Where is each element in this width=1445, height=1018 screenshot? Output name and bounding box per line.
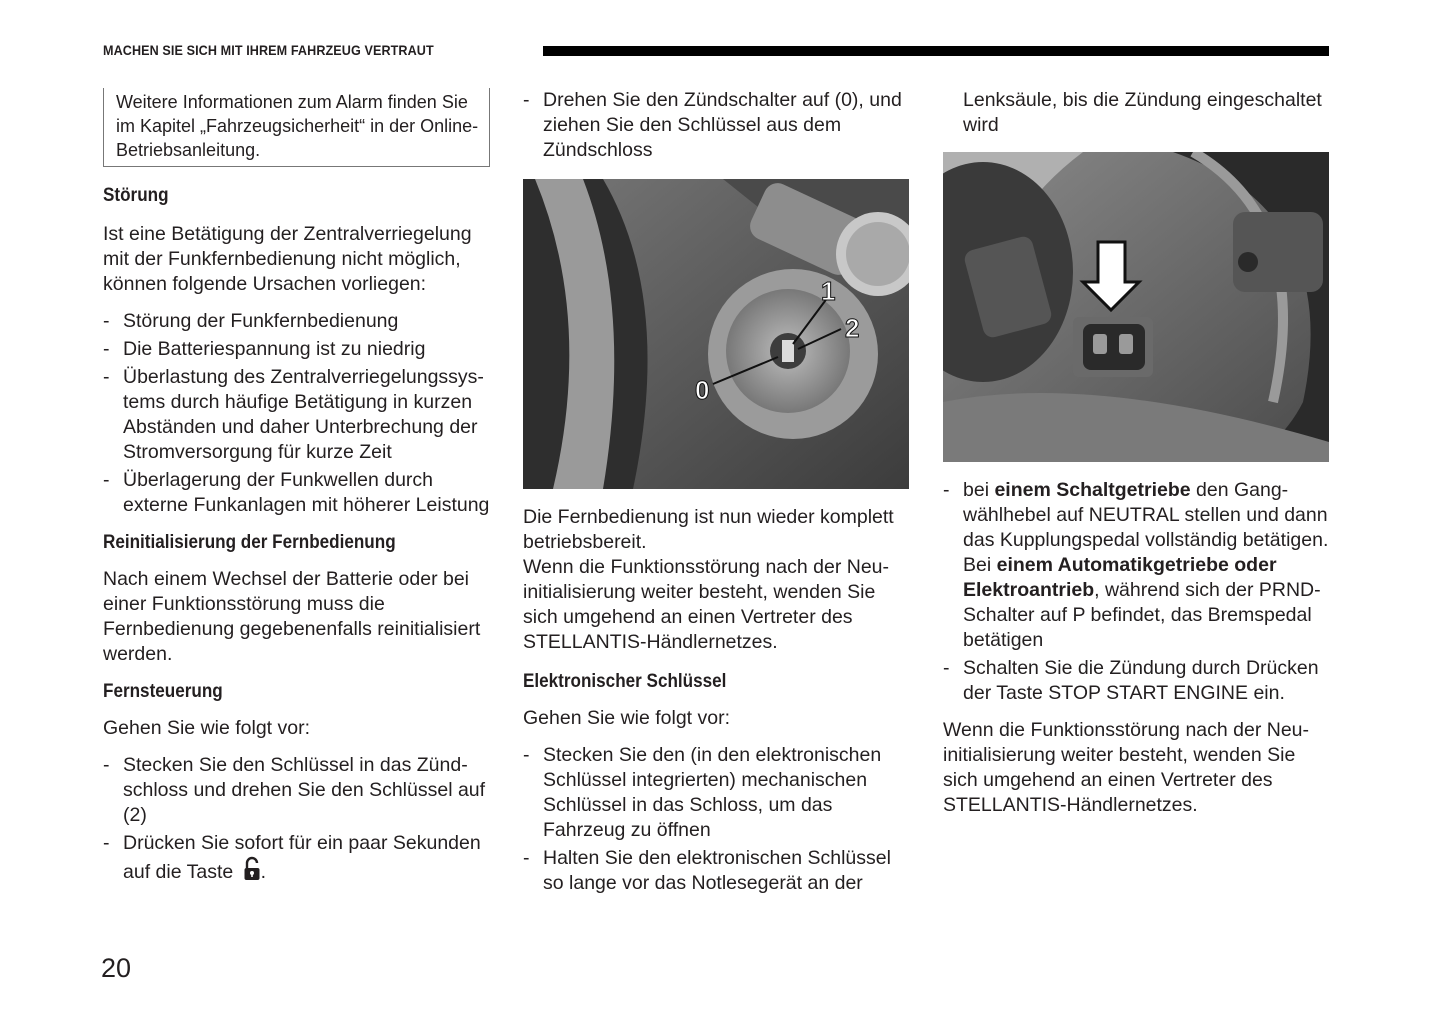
list-item: - Die Batteriespannung ist zu niedrig [103,338,426,360]
section-title-reinit: Reinitialisierung der Fernbedienung [103,532,396,553]
page-number: 20 [101,953,132,983]
stoerung-intro: Ist eine Betätigung der Zentralverriegelung mit der Funkfernbedienung nicht möglich, können folgende Ursachen vorliegen: [103,223,472,295]
after-figure-text: Die Fernbedienung ist nun wieder komplett betriebsbereit. [523,506,894,553]
list-item: - Stecken Sie den (in den elektronischen Schlüssel integrierten) mechanischen Schlüssel in das Schloss, um das Fahrzeug zu öffnen [523,744,882,841]
ekey-intro: Gehen Sie wie folgt vor: [523,707,731,729]
list-item: - Überlastung des Zentralverriegelungssys-tems durch häufige Betätigung in kurzen Abständen und daher Unterbrechung der Stromversorgung für kurze Zeit [103,366,484,463]
column-middle [523,88,915,896]
info-note-box [103,88,490,167]
emergency-reader-figure [943,152,1329,462]
reinit-text: Nach einem Wechsel der Batterie oder bei einer Funktionsstörung muss die Fernbedienung gegebenenfalls reinitialisiert werden. [103,568,481,665]
step-cont-list [523,88,915,163]
continued-text: Lenksäule, bis die Zündung eingeschaltet wird [963,89,1322,136]
figure-label-0: 0 [695,375,710,405]
list-item: - Drücken Sie sofort für ein paar Sekunden auf die Taste . [103,831,495,889]
column-right [943,88,1335,818]
running-header: MACHEN SIE SICH MIT IHREM FAHRZEUG VERTRAUT [103,42,434,58]
list-item: - Überlagerung der Funkwellen durch externe Funkanlagen mit höherer Leistung [103,469,490,516]
persist-text: Wenn die Funktionsstörung nach der Neu-initialisierung weiter besteht, wenden Sie sich umgehend an einen Vertreter des STELLANTIS-Händlernetzes. [943,719,1310,816]
list-item: - bei einem Schaltgetriebe den Gang-wählhebel auf NEUTRAL stellen und dann das Kupplungspedal vollständig betätigen. Bei einem Automatikgetriebe oder Elektroantrieb, während sich der PRND-Schalter auf P befindet, das Bremspedal betätigen [943,479,1329,651]
ignition-switch-figure [523,179,909,489]
figure-label-2: 2 [845,313,860,343]
causes-list [103,309,495,518]
figure-label-1: 1 [821,276,836,306]
list-item: - Störung der Funkfernbedienung [103,310,399,332]
list-item: - Drehen Sie den Zündschalter auf (0), und ziehen Sie den Schlüssel aus dem Zündschloss [523,89,902,161]
list-item: - Stecken Sie den Schlüssel in das Zünd-schloss und drehen Sie den Schlüssel auf (2) [103,754,486,826]
header-rule [543,46,1329,56]
info-note-text: Weitere Informationen zum Alarm finden Sie im Kapitel „Fahrzeugsicherheit“ in der Online-Betriebsanleitung. [116,92,479,160]
list-item: - Schalten Sie die Zündung durch Drücken der Taste STOP START ENGINE ein. [943,657,1319,704]
list-item: - Halten Sie den elektronischen Schlüssel so lange vor das Notlesegerät an der [523,847,891,894]
fern-steps-list [103,753,495,889]
unlock-icon [243,856,261,889]
section-title-fernsteuerung: Fernsteuerung [103,681,223,702]
section-title-stoerung: Störung [103,185,169,206]
fern-intro: Gehen Sie wie folgt vor: [103,717,311,739]
ekey-steps-list [523,743,915,896]
section-title-ekey: Elektronischer Schlüssel [523,671,727,692]
start-steps-list [943,478,1335,706]
column-left [103,88,495,889]
persist-text: Wenn die Funktionsstörung nach der Neu-initialisierung weiter besteht, wenden Sie sich umgehend an einen Vertreter des STELLANTIS-Händlernetzes. [523,556,890,653]
